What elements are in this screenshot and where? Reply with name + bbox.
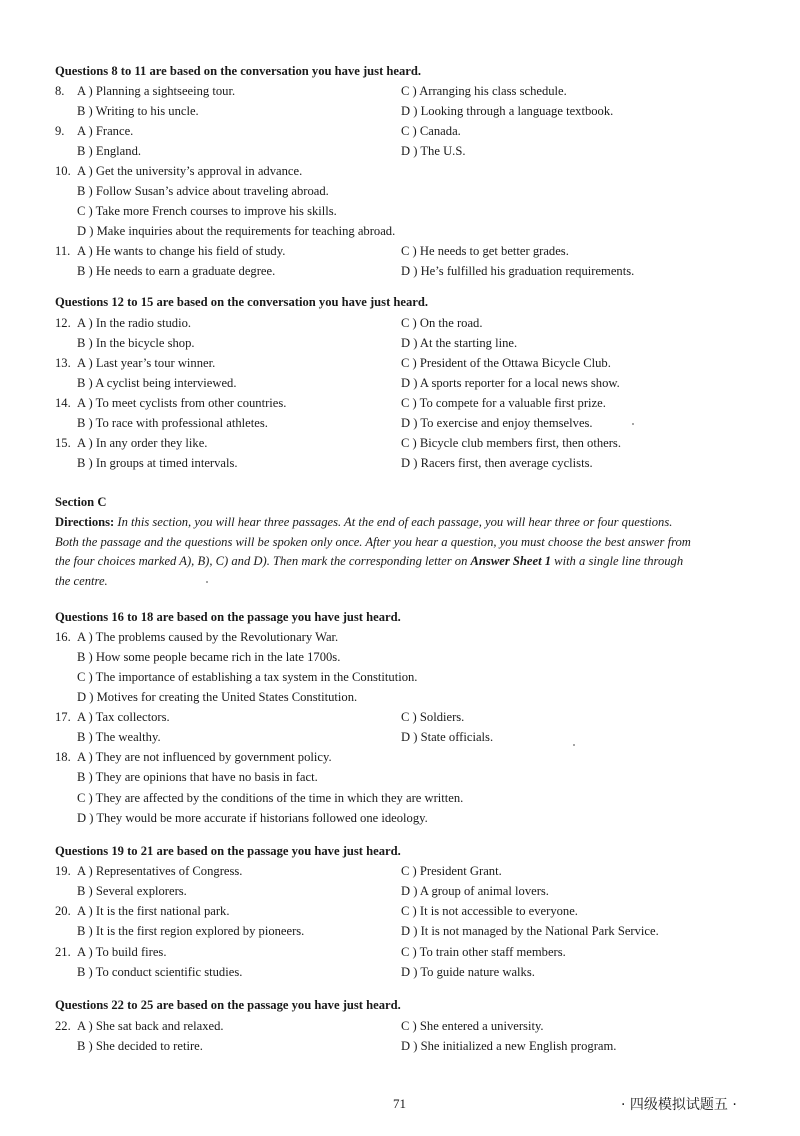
option-b: B ) In groups at timed intervals. xyxy=(77,456,238,470)
option-a: A ) To build fires. xyxy=(77,945,167,959)
section-title: Section C xyxy=(55,495,107,509)
option-d: D ) It is not managed by the National Park Service. xyxy=(401,924,659,938)
directions-text: the four choices marked A), B), C) and D). Then mark the corresponding letter on xyxy=(55,554,471,568)
option-c: C ) It is not accessible to everyone. xyxy=(401,904,578,918)
page-number: 71 xyxy=(393,1096,406,1111)
option-c: C ) Canada. xyxy=(401,124,461,138)
option-b: B ) In the bicycle shop. xyxy=(77,336,195,350)
option-b: B ) The wealthy. xyxy=(77,730,161,744)
question-number: 8. xyxy=(55,84,65,98)
group-heading-16-18: Questions 16 to 18 are based on the passage you have just heard. xyxy=(55,610,401,624)
option-c: C ) Arranging his class schedule. xyxy=(401,84,567,98)
directions-label: Directions: xyxy=(55,515,115,529)
question-number: 14. xyxy=(55,396,71,410)
option-c: C ) Soldiers. xyxy=(401,710,465,724)
question-number: 21. xyxy=(55,945,71,959)
option-a: A ) He wants to change his field of study. xyxy=(77,244,286,258)
question-number: 16. xyxy=(55,630,71,644)
question-number: 18. xyxy=(55,750,71,764)
option-d: D ) They would be more accurate if historians followed one ideology. xyxy=(77,811,428,825)
scan-speck xyxy=(206,581,208,583)
question-number: 13. xyxy=(55,356,71,370)
option-d: D ) Racers first, then average cyclists. xyxy=(401,456,593,470)
option-d: D ) The U.S. xyxy=(401,144,466,158)
option-b: B ) She decided to retire. xyxy=(77,1039,203,1053)
option-d: D ) To exercise and enjoy themselves. xyxy=(401,416,593,430)
option-b: B ) A cyclist being interviewed. xyxy=(77,376,237,390)
option-b: B ) Several explorers. xyxy=(77,884,187,898)
option-a: A ) It is the first national park. xyxy=(77,904,230,918)
scan-speck xyxy=(632,423,634,425)
option-b: B ) Follow Susan’s advice about traveling abroad. xyxy=(77,184,329,198)
option-b: B ) It is the first region explored by pioneers. xyxy=(77,924,305,938)
series-title: · 四级模拟试题五 · xyxy=(621,1097,737,1113)
directions-text: with a single line through xyxy=(551,554,684,568)
option-a: A ) The problems caused by the Revolutionary War. xyxy=(77,630,339,644)
option-c: C ) The importance of establishing a tax system in the Constitution. xyxy=(77,670,418,684)
group-heading-22-25: Questions 22 to 25 are based on the passage you have just heard. xyxy=(55,998,401,1012)
directions-text: In this section, you will hear three passages. At the end of each passage, you will hear three or four questions. xyxy=(117,515,673,529)
option-a: A ) Representatives of Congress. xyxy=(77,864,243,878)
option-c: C ) She entered a university. xyxy=(401,1019,544,1033)
option-d: D ) He’s fulfilled his graduation requirements. xyxy=(401,264,635,278)
option-c: C ) President Grant. xyxy=(401,864,502,878)
question-number: 10. xyxy=(55,164,71,178)
question-number: 19. xyxy=(55,864,71,878)
scan-speck xyxy=(573,744,575,746)
option-a: A ) In the radio studio. xyxy=(77,316,192,330)
option-d: D ) State officials. xyxy=(401,730,494,744)
question-number: 15. xyxy=(55,436,71,450)
option-a: A ) In any order they like. xyxy=(77,436,208,450)
option-d: D ) At the starting line. xyxy=(401,336,518,350)
group-heading-19-21: Questions 19 to 21 are based on the passage you have just heard. xyxy=(55,844,401,858)
option-d: D ) She initialized a new English program. xyxy=(401,1039,617,1053)
option-a: A ) France. xyxy=(77,124,134,138)
option-a: A ) To meet cyclists from other countries. xyxy=(77,396,287,410)
directions-text: the centre. xyxy=(55,573,108,588)
option-a: A ) Last year’s tour winner. xyxy=(77,356,216,370)
question-number: 22. xyxy=(55,1019,71,1033)
option-c: C ) To compete for a valuable first prize. xyxy=(401,396,606,410)
option-a: A ) Planning a sightseeing tour. xyxy=(77,84,236,98)
option-b: B ) They are opinions that have no basis in fact. xyxy=(77,770,318,784)
answer-sheet-label: Answer Sheet 1 xyxy=(470,554,552,568)
group-heading-12-15: Questions 12 to 15 are based on the conversation you have just heard. xyxy=(55,295,429,309)
option-b: B ) He needs to earn a graduate degree. xyxy=(77,264,276,278)
group-heading-8-11: Questions 8 to 11 are based on the conversation you have just heard. xyxy=(55,64,422,78)
option-c: C ) He needs to get better grades. xyxy=(401,244,569,258)
option-c: C ) Bicycle club members first, then others. xyxy=(401,436,621,450)
question-number: 12. xyxy=(55,316,71,330)
option-c: C ) On the road. xyxy=(401,316,483,330)
option-b: B ) Writing to his uncle. xyxy=(77,104,199,118)
option-c: C ) President of the Ottawa Bicycle Club. xyxy=(401,356,611,370)
option-d: D ) Make inquiries about the requirements for teaching abroad. xyxy=(77,224,396,238)
section-directions xyxy=(55,513,755,591)
option-a: A ) She sat back and relaxed. xyxy=(77,1019,224,1033)
option-d: D ) Motives for creating the United States Constitution. xyxy=(77,690,358,704)
option-d: D ) A group of animal lovers. xyxy=(401,884,549,898)
option-a: A ) Get the university’s approval in advance. xyxy=(77,164,303,178)
question-number: 11. xyxy=(55,244,71,258)
option-b: B ) To conduct scientific studies. xyxy=(77,965,243,979)
option-a: A ) Tax collectors. xyxy=(77,710,170,724)
directions-text: Both the passage and the questions will be spoken only once. After you hear a question, you must choose the best answer from xyxy=(55,534,691,549)
option-a: A ) They are not influenced by government policy. xyxy=(77,750,332,764)
option-d: D ) Looking through a language textbook. xyxy=(401,104,614,118)
option-c: C ) Take more French courses to improve his skills. xyxy=(77,204,337,218)
option-b: B ) England. xyxy=(77,144,142,158)
option-d: D ) To guide nature walks. xyxy=(401,965,535,979)
question-number: 9. xyxy=(55,124,65,138)
option-d: D ) A sports reporter for a local news show. xyxy=(401,376,620,390)
option-c: C ) To train other staff members. xyxy=(401,945,566,959)
question-number: 20. xyxy=(55,904,71,918)
option-c: C ) They are affected by the conditions of the time in which they are written. xyxy=(77,791,464,805)
question-number: 17. xyxy=(55,710,71,724)
option-b: B ) To race with professional athletes. xyxy=(77,416,268,430)
option-b: B ) How some people became rich in the late 1700s. xyxy=(77,650,341,664)
